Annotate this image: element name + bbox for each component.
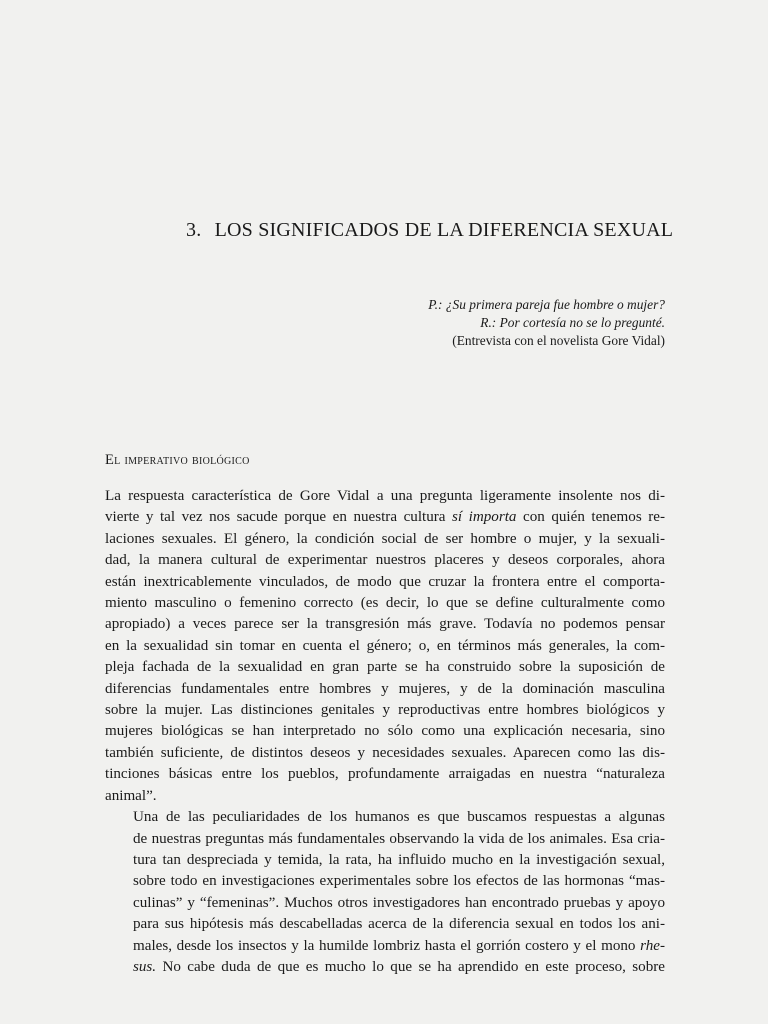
text-line: [105, 550, 665, 571]
text-segment: diferencias fundamentales entre hombres y mujeres, y de la dominación masculina: [105, 680, 665, 697]
chapter-title-text: LOS SIGNIFICADOS DE LA DIFERENCIA SEXUAL: [214, 219, 674, 241]
text-line: [105, 486, 665, 507]
text-line: [105, 721, 665, 742]
text-segment: en la sexualidad sin tomar en cuenta el género; o, en términos más generales, la com-: [105, 637, 665, 654]
emphasis-text: sí importa: [452, 509, 517, 526]
text-line: [105, 764, 665, 785]
text-segment: para sus hipótesis más descabelladas acerca de la diferencia sexual en todos los ani-: [133, 916, 665, 933]
text-line: [105, 529, 665, 550]
text-segment: animal”.: [105, 787, 157, 804]
text-line: [105, 850, 665, 871]
text-segment: La respuesta característica de Gore Vidal a una pregunta ligeramente insolente nos di-: [105, 488, 665, 504]
epigraph: [428, 296, 665, 350]
text-line: [105, 936, 665, 957]
text-segment: están inextricablemente vinculados, de modo que cruzar la frontera entre el comporta-: [105, 573, 665, 590]
text-segment: miento masculino o femenino correcto (es decir, lo que se define culturalmente como: [105, 595, 665, 612]
text-segment: sobre la mujer. Las distinciones genitales y reproductivas entre hombres biológicos y: [105, 702, 665, 719]
text-line: [105, 829, 665, 850]
text-line: [105, 679, 665, 700]
text-line: [105, 593, 665, 614]
paragraph-1: [105, 486, 665, 807]
text-segment: males, desde los insectos y la humilde lombriz hasta el gorrión costero y el mono: [133, 937, 641, 954]
text-segment: mujeres biológicas se han interpretado no sólo como una explicación necesaria, sino: [105, 723, 665, 740]
chapter-title: [186, 219, 686, 242]
text-line: [105, 636, 665, 657]
text-line: [105, 914, 665, 935]
text-line: [105, 786, 665, 807]
text-segment: tura tan despreciada y temida, la rata, ha influido mucho en la investigación sexual,: [133, 851, 665, 868]
text-segment: vierte y tal vez nos sacude porque en nuestra cultura: [105, 509, 453, 526]
chapter-number: 3.: [186, 219, 202, 241]
text-line: [105, 893, 665, 914]
text-line: [105, 743, 665, 764]
text-segment: culinas” y “femeninas”. Muchos otros investigadores han encontrado pruebas y apoyo: [133, 894, 665, 911]
text-line: [105, 614, 665, 635]
epigraph-question: P.: ¿Su primera pareja fue hombre o mujer?: [428, 297, 665, 312]
text-segment: tinciones básicas entre los pueblos, profundamente arraigadas en nuestra “naturaleza: [105, 766, 665, 783]
text-segment: apropiado) a veces parece ser la transgresión más grave. Todavía no podemos pensar: [105, 616, 665, 633]
text-segment: Una de las peculiaridades de los humanos es que buscamos respuestas a algunas: [133, 809, 665, 826]
text-segment: de nuestras preguntas más fundamentales observando la vida de los animales. Esa cria-: [133, 830, 665, 847]
text-line: [105, 871, 665, 892]
text-line: [105, 572, 665, 593]
text-segment: dad, la manera cultural de experimentar nuestros placeres y deseos corporales, ahora: [105, 552, 665, 569]
paragraph-2: [105, 807, 665, 978]
section-heading: El imperativo biológico: [105, 452, 250, 468]
text-line: [105, 700, 665, 721]
text-segment: laciones sexuales. El género, la condición social de ser hombre o mujer, y la sexuali-: [105, 530, 665, 547]
text-line: [105, 957, 665, 978]
epigraph-source: (Entrevista con el novelista Gore Vidal): [452, 333, 665, 348]
body-text: [105, 486, 665, 978]
emphasis-text: rhe-: [640, 937, 665, 954]
text-segment: también suficiente, de distintos deseos y necesidades sexuales. Aparecen como las dis-: [105, 744, 665, 761]
epigraph-answer: R.: Por cortesía no se lo pregunté.: [480, 315, 665, 330]
text-line: [105, 807, 665, 828]
text-line: [105, 507, 665, 528]
text-line: [105, 657, 665, 678]
text-segment: pleja fachada de la sexualidad en gran parte se ha construido sobre la suposición de: [105, 659, 665, 676]
emphasis-text: sus.: [133, 958, 157, 975]
text-segment: sobre todo en investigaciones experimentales sobre los efectos de las hormonas “mas-: [133, 873, 665, 890]
text-segment: con quién tenemos re-: [516, 509, 665, 526]
text-segment: No cabe duda de que es mucho lo que se ha aprendido en este proceso, sobre: [156, 958, 665, 975]
